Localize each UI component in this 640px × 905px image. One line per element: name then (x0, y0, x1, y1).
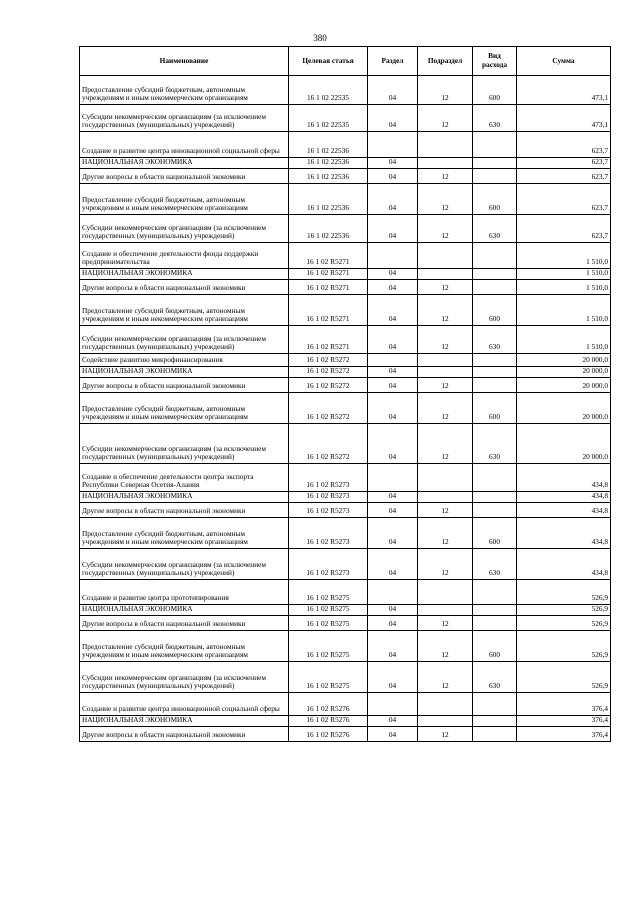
cell-subsection: 12 (418, 393, 473, 424)
table-row (80, 354, 611, 367)
cell-name: Другие вопросы в области национальной экономики (80, 616, 289, 631)
cell-subsection (418, 158, 473, 169)
cell-section (368, 132, 418, 158)
cell-target-article: 16 1 02 R5271 (289, 280, 368, 295)
cell-expense-type (473, 269, 517, 280)
cell-subsection (418, 367, 473, 378)
cell-target-article: 16 1 02 R5271 (289, 269, 368, 280)
cell-section: 04 (368, 169, 418, 184)
cell-name: Предоставление субсидий бюджетным, автономным учреждениям и иным некоммерческим организациям (80, 393, 289, 424)
cell-amount: 526,9 (517, 631, 611, 662)
cell-target-article: 16 1 02 R5275 (289, 662, 368, 693)
table-row (80, 295, 611, 326)
table-row (80, 169, 611, 184)
cell-amount: 623,7 (517, 215, 611, 243)
cell-expense-type (473, 693, 517, 716)
budget-table (79, 46, 611, 742)
cell-expense-type (473, 354, 517, 367)
cell-name: Предоставление субсидий бюджетным, автономным учреждениям и иным некоммерческим организациям (80, 76, 289, 105)
cell-expense-type: 630 (473, 662, 517, 693)
cell-expense-type: 630 (473, 215, 517, 243)
cell-expense-type (473, 378, 517, 393)
cell-target-article: 16 1 02 R5273 (289, 492, 368, 503)
cell-name: НАЦИОНАЛЬНАЯ ЭКОНОМИКА (80, 269, 289, 280)
cell-subsection: 12 (418, 424, 473, 464)
table-row (80, 580, 611, 605)
cell-subsection (418, 492, 473, 503)
cell-section: 04 (368, 378, 418, 393)
cell-expense-type (473, 169, 517, 184)
cell-amount: 526,9 (517, 580, 611, 605)
cell-expense-type (473, 367, 517, 378)
cell-section (368, 580, 418, 605)
cell-subsection: 12 (418, 184, 473, 215)
table-row (80, 464, 611, 492)
cell-amount: 376,4 (517, 693, 611, 716)
cell-target-article: 16 1 02 R5271 (289, 295, 368, 326)
cell-target-article: 16 1 02 22536 (289, 184, 368, 215)
cell-amount: 434,8 (517, 549, 611, 580)
cell-amount: 473,1 (517, 76, 611, 105)
cell-name: Предоставление субсидий бюджетным, автономным учреждениям и иным некоммерческим организациям (80, 631, 289, 662)
cell-expense-type (473, 492, 517, 503)
table-row (80, 503, 611, 518)
cell-section (368, 243, 418, 269)
col-header-expense-type: Вид расхода (473, 47, 517, 76)
table-row (80, 326, 611, 354)
table-row (80, 518, 611, 549)
cell-subsection: 12 (418, 662, 473, 693)
cell-expense-type: 600 (473, 393, 517, 424)
table-row (80, 269, 611, 280)
cell-amount: 526,9 (517, 662, 611, 693)
table-row (80, 605, 611, 616)
cell-subsection (418, 716, 473, 727)
cell-amount: 623,7 (517, 169, 611, 184)
cell-subsection: 12 (418, 727, 473, 742)
table-row (80, 727, 611, 742)
cell-expense-type (473, 503, 517, 518)
cell-subsection (418, 243, 473, 269)
cell-target-article: 16 1 02 R5272 (289, 367, 368, 378)
cell-amount: 1 510,0 (517, 326, 611, 354)
cell-subsection: 12 (418, 295, 473, 326)
col-header-subsection: Подраздел (418, 47, 473, 76)
table-body (80, 76, 611, 742)
table-row (80, 76, 611, 105)
col-header-section: Раздел (368, 47, 418, 76)
cell-amount: 1 510,0 (517, 295, 611, 326)
cell-section: 04 (368, 393, 418, 424)
cell-target-article: 16 1 02 R5272 (289, 424, 368, 464)
cell-expense-type (473, 243, 517, 269)
cell-section: 04 (368, 716, 418, 727)
cell-expense-type (473, 605, 517, 616)
cell-amount: 20 000,0 (517, 367, 611, 378)
cell-name: Другие вопросы в области национальной экономики (80, 280, 289, 295)
cell-expense-type: 600 (473, 295, 517, 326)
cell-amount: 526,9 (517, 605, 611, 616)
cell-name: НАЦИОНАЛЬНАЯ ЭКОНОМИКА (80, 367, 289, 378)
cell-name: НАЦИОНАЛЬНАЯ ЭКОНОМИКА (80, 158, 289, 169)
cell-section: 04 (368, 105, 418, 132)
cell-target-article: 16 1 02 R5276 (289, 693, 368, 716)
cell-subsection: 12 (418, 378, 473, 393)
cell-expense-type (473, 716, 517, 727)
cell-name: Содействие развитию микрофинансирования (80, 354, 289, 367)
table-row (80, 492, 611, 503)
cell-section: 04 (368, 727, 418, 742)
cell-expense-type (473, 727, 517, 742)
cell-subsection: 12 (418, 280, 473, 295)
cell-name: Предоставление субсидий бюджетным, автономным учреждениям и иным некоммерческим организациям (80, 295, 289, 326)
cell-section: 04 (368, 280, 418, 295)
cell-target-article: 16 1 02 R5275 (289, 631, 368, 662)
cell-section: 04 (368, 367, 418, 378)
cell-amount: 20 000,0 (517, 424, 611, 464)
cell-name: Предоставление субсидий бюджетным, автономным учреждениям и иным некоммерческим организациям (80, 184, 289, 215)
cell-name: Создание и развитие центра инновационной социальной сферы (80, 693, 289, 716)
col-header-amount: Сумма (517, 47, 611, 76)
cell-section: 04 (368, 631, 418, 662)
table-row (80, 105, 611, 132)
cell-amount: 623,7 (517, 158, 611, 169)
cell-subsection: 12 (418, 76, 473, 105)
cell-section: 04 (368, 184, 418, 215)
cell-expense-type: 600 (473, 184, 517, 215)
table-row (80, 367, 611, 378)
cell-amount: 376,4 (517, 716, 611, 727)
cell-name: Создание и развитие центра инновационной социальной сферы (80, 132, 289, 158)
table-row (80, 132, 611, 158)
cell-subsection: 12 (418, 169, 473, 184)
cell-amount: 623,7 (517, 132, 611, 158)
col-header-name: Наименование (80, 47, 289, 76)
cell-expense-type: 600 (473, 518, 517, 549)
cell-section: 04 (368, 518, 418, 549)
cell-section: 04 (368, 269, 418, 280)
cell-target-article: 16 1 02 22536 (289, 215, 368, 243)
table-row (80, 243, 611, 269)
cell-target-article: 16 1 02 R5273 (289, 503, 368, 518)
cell-expense-type (473, 464, 517, 492)
cell-subsection (418, 605, 473, 616)
cell-amount: 20 000,0 (517, 354, 611, 367)
cell-target-article: 16 1 02 R5271 (289, 243, 368, 269)
cell-amount: 1 510,0 (517, 243, 611, 269)
cell-target-article: 16 1 02 R5273 (289, 518, 368, 549)
cell-expense-type (473, 132, 517, 158)
cell-expense-type: 630 (473, 105, 517, 132)
table-row (80, 215, 611, 243)
cell-amount: 434,8 (517, 464, 611, 492)
cell-amount: 526,9 (517, 616, 611, 631)
cell-name: Субсидии некоммерческим организациям (за исключением государственных (муниципальных) учреждений) (80, 549, 289, 580)
cell-subsection (418, 464, 473, 492)
table-row (80, 184, 611, 215)
cell-target-article: 16 1 02 22536 (289, 158, 368, 169)
cell-section: 04 (368, 616, 418, 631)
cell-name: Предоставление субсидий бюджетным, автономным учреждениям и иным некоммерческим организациям (80, 518, 289, 549)
cell-expense-type (473, 158, 517, 169)
cell-subsection: 12 (418, 518, 473, 549)
cell-amount: 1 510,0 (517, 280, 611, 295)
cell-name: Другие вопросы в области национальной экономики (80, 169, 289, 184)
table-header-row (80, 47, 611, 76)
cell-name: НАЦИОНАЛЬНАЯ ЭКОНОМИКА (80, 492, 289, 503)
cell-name: Субсидии некоммерческим организациям (за исключением государственных (муниципальных) учреждений) (80, 326, 289, 354)
cell-target-article: 16 1 02 R5272 (289, 378, 368, 393)
table-row (80, 693, 611, 716)
cell-name: Субсидии некоммерческим организациям (за исключением государственных (муниципальных) учреждений) (80, 662, 289, 693)
cell-amount: 434,8 (517, 518, 611, 549)
cell-subsection: 12 (418, 105, 473, 132)
cell-subsection: 12 (418, 631, 473, 662)
cell-section: 04 (368, 662, 418, 693)
cell-target-article: 16 1 02 R5271 (289, 326, 368, 354)
cell-amount: 376,4 (517, 727, 611, 742)
table-row (80, 716, 611, 727)
table-row (80, 158, 611, 169)
cell-subsection: 12 (418, 549, 473, 580)
cell-subsection (418, 354, 473, 367)
cell-amount: 1 510,0 (517, 269, 611, 280)
cell-expense-type: 600 (473, 76, 517, 105)
cell-subsection (418, 693, 473, 716)
cell-target-article: 16 1 02 R5273 (289, 464, 368, 492)
cell-section: 04 (368, 295, 418, 326)
cell-section: 04 (368, 549, 418, 580)
cell-name: НАЦИОНАЛЬНАЯ ЭКОНОМИКА (80, 716, 289, 727)
cell-section: 04 (368, 492, 418, 503)
cell-name: Субсидии некоммерческим организациям (за исключением государственных (муниципальных) учреждений) (80, 424, 289, 464)
cell-target-article: 16 1 02 R5275 (289, 605, 368, 616)
cell-subsection: 12 (418, 503, 473, 518)
cell-section: 04 (368, 605, 418, 616)
cell-subsection: 12 (418, 326, 473, 354)
cell-amount: 20 000,0 (517, 393, 611, 424)
cell-target-article: 16 1 02 R5275 (289, 580, 368, 605)
table-row (80, 424, 611, 464)
cell-section: 04 (368, 503, 418, 518)
cell-target-article: 16 1 02 R5272 (289, 354, 368, 367)
cell-target-article: 16 1 02 22535 (289, 76, 368, 105)
cell-target-article: 16 1 02 22536 (289, 169, 368, 184)
cell-name: Создание и обеспечение деятельности фонда поддержки предпринимательства (80, 243, 289, 269)
table-row (80, 616, 611, 631)
cell-expense-type (473, 616, 517, 631)
cell-target-article: 16 1 02 R5272 (289, 393, 368, 424)
cell-name: Субсидии некоммерческим организациям (за исключением государственных (муниципальных) учреждений) (80, 105, 289, 132)
cell-section: 04 (368, 76, 418, 105)
cell-name: Другие вопросы в области национальной экономики (80, 378, 289, 393)
table-row (80, 631, 611, 662)
cell-section (368, 464, 418, 492)
cell-target-article: 16 1 02 22536 (289, 132, 368, 158)
cell-section: 04 (368, 424, 418, 464)
cell-subsection (418, 580, 473, 605)
cell-section: 04 (368, 158, 418, 169)
cell-name: НАЦИОНАЛЬНАЯ ЭКОНОМИКА (80, 605, 289, 616)
cell-expense-type: 630 (473, 549, 517, 580)
cell-section: 04 (368, 215, 418, 243)
cell-expense-type (473, 580, 517, 605)
cell-target-article: 16 1 02 R5276 (289, 727, 368, 742)
cell-subsection (418, 132, 473, 158)
cell-amount: 434,8 (517, 492, 611, 503)
cell-name: Другие вопросы в области национальной экономики (80, 727, 289, 742)
cell-subsection: 12 (418, 215, 473, 243)
cell-name: Субсидии некоммерческим организациям (за исключением государственных (муниципальных) учреждений) (80, 215, 289, 243)
table-row (80, 280, 611, 295)
cell-expense-type (473, 280, 517, 295)
col-header-target-article: Целевая статья (289, 47, 368, 76)
table-row (80, 662, 611, 693)
cell-target-article: 16 1 02 R5273 (289, 549, 368, 580)
cell-name: Другие вопросы в области национальной экономики (80, 503, 289, 518)
cell-target-article: 16 1 02 R5276 (289, 716, 368, 727)
table-row (80, 378, 611, 393)
cell-name: Создание и развитие центра прототипирования (80, 580, 289, 605)
page-number: 380 (313, 33, 327, 43)
cell-amount: 20 000,0 (517, 378, 611, 393)
cell-amount: 623,7 (517, 184, 611, 215)
cell-target-article: 16 1 02 R5275 (289, 616, 368, 631)
table-row (80, 549, 611, 580)
cell-target-article: 16 1 02 22535 (289, 105, 368, 132)
cell-expense-type: 630 (473, 326, 517, 354)
cell-name: Создание и обеспечение деятельности центра экспорта Республики Северная Осетия-Алания (80, 464, 289, 492)
cell-section (368, 693, 418, 716)
cell-amount: 473,1 (517, 105, 611, 132)
cell-amount: 434,8 (517, 503, 611, 518)
cell-expense-type: 600 (473, 631, 517, 662)
cell-section: 04 (368, 326, 418, 354)
cell-section (368, 354, 418, 367)
cell-expense-type: 630 (473, 424, 517, 464)
cell-subsection: 12 (418, 616, 473, 631)
table-row (80, 393, 611, 424)
cell-subsection (418, 269, 473, 280)
